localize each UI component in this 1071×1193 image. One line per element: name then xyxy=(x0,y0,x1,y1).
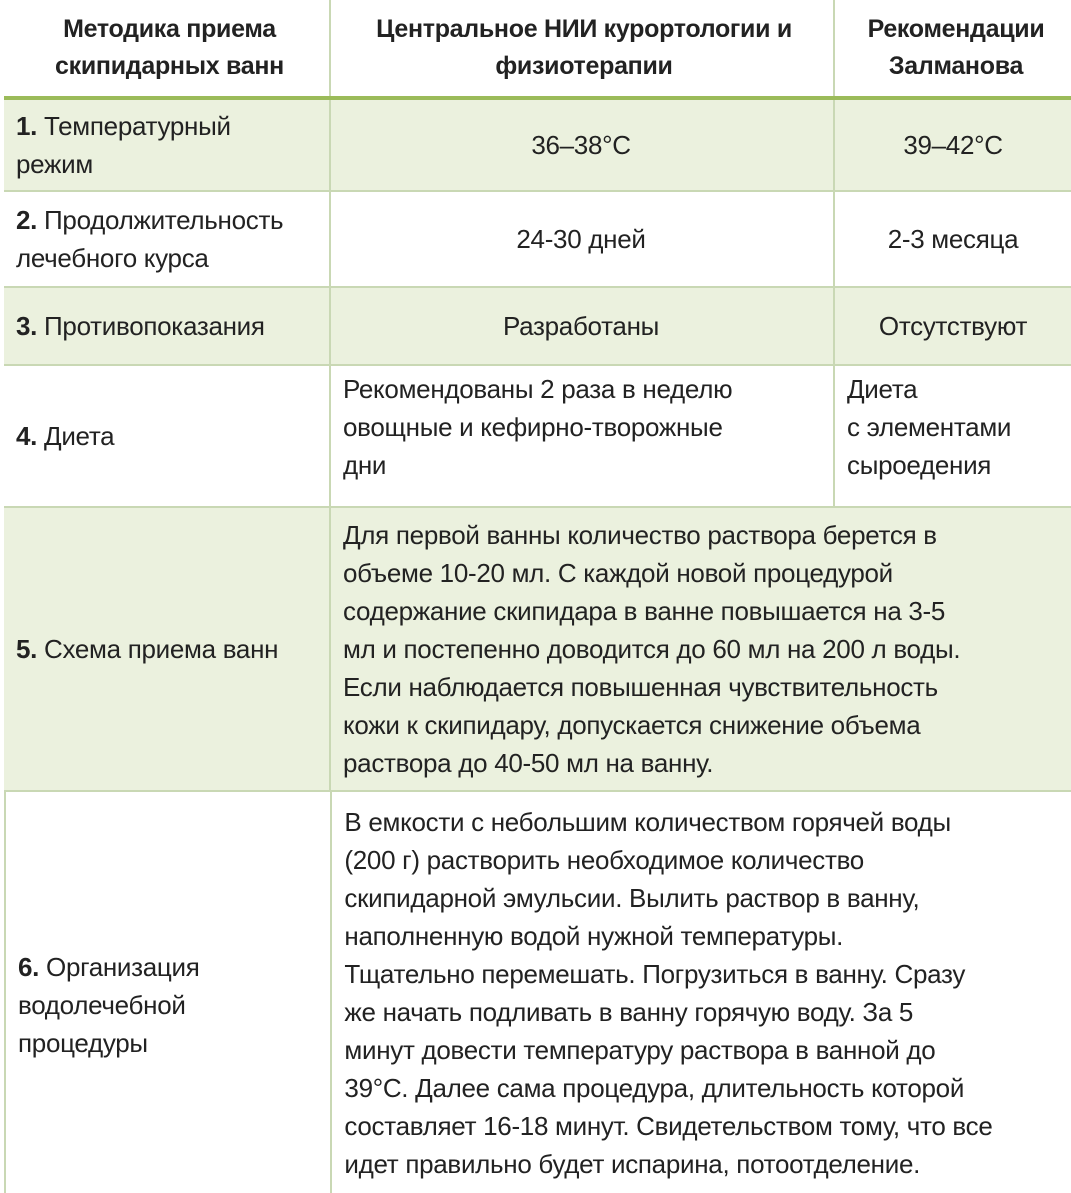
zalmanov-value: 2-3 месяца xyxy=(887,224,1019,254)
zalmanov-value: 39–42°С xyxy=(903,130,1003,160)
bath-schedule-text xyxy=(331,508,1071,790)
table-row xyxy=(4,100,1071,192)
row-label xyxy=(6,792,332,1193)
row-label-text: Схема приема ванн xyxy=(37,634,279,664)
institute-value xyxy=(331,366,835,506)
table-row xyxy=(4,192,1071,288)
table-row xyxy=(4,508,1071,790)
row-label xyxy=(4,288,331,364)
row-label-text: Организация водолечебной процедуры xyxy=(18,951,200,1058)
institute-diet-text: Рекомендованы 2 раза в неделю овощные и кефирно-творожные дни xyxy=(343,374,733,480)
header-method: Методика приема скипидарных ванн xyxy=(4,0,331,96)
institute-value: 24-30 дней xyxy=(331,192,835,286)
procedure-paragraph: В емкости с небольшим количеством горячей воды (200 г) растворить необходимое количество скипидарной эмульсии. Вылить раствор в ванну, наполненную водой нужной температуры. Тщательно перемешать. Погрузиться в ванну. Сразу же начать подливать в ванну горячую воду. За 5 минут довести температуру раствора в ванной до 39°С. Далее сама процедура, длительность которой составляет 16-18 минут. Свидетельством тому, что все идет правильно будет испарина, потоотделение. xyxy=(344,806,993,1179)
header-zalmanov: Рекомендации Залманова xyxy=(867,15,1045,80)
institute-value: Разработаны xyxy=(331,288,835,364)
row-number: 5. xyxy=(16,634,38,664)
row-number: 3. xyxy=(16,311,38,341)
row-label xyxy=(4,508,331,790)
header-institute: Центральное НИИ курортологии и физиотерапии xyxy=(331,0,835,96)
row-number: 1. xyxy=(16,111,38,141)
zalmanov-value: Отсутствуют xyxy=(878,311,1028,341)
row-label xyxy=(4,366,331,506)
row-label xyxy=(4,192,331,286)
table-header xyxy=(4,0,1071,100)
row-label-text: Температурный режим xyxy=(16,111,231,179)
row-number: 4. xyxy=(16,421,38,451)
zalmanov-diet-text: Диета с элементами сыроедения xyxy=(847,374,1012,480)
table-row xyxy=(4,288,1071,366)
row-label xyxy=(4,100,331,190)
bath-schedule-paragraph: Для первой ванны количество раствора берется в объеме 10-20 мл. С каждой новой процедурой содержание скипидара в ванне повышается на 3-5 мл и постепенно доводится до 60 мл на 200 л воды. Если наблюдается повышенная чувствительность кожи к скипидару, допускается снижение объема раствора до 40-50 мл на ванну. xyxy=(343,520,961,778)
row-label-text: Продолжительность лечебного курса xyxy=(16,205,284,273)
row-number: 6. xyxy=(18,951,40,982)
row-label-text: Диета xyxy=(37,421,115,451)
table-row xyxy=(4,366,1071,508)
row-number: 2. xyxy=(16,205,38,235)
procedure-text xyxy=(332,792,1071,1193)
table-row xyxy=(4,790,1071,1193)
zalmanov-value xyxy=(835,366,1071,506)
row-label-text: Противопоказания xyxy=(37,311,265,341)
institute-value: 36–38°С xyxy=(331,100,835,190)
